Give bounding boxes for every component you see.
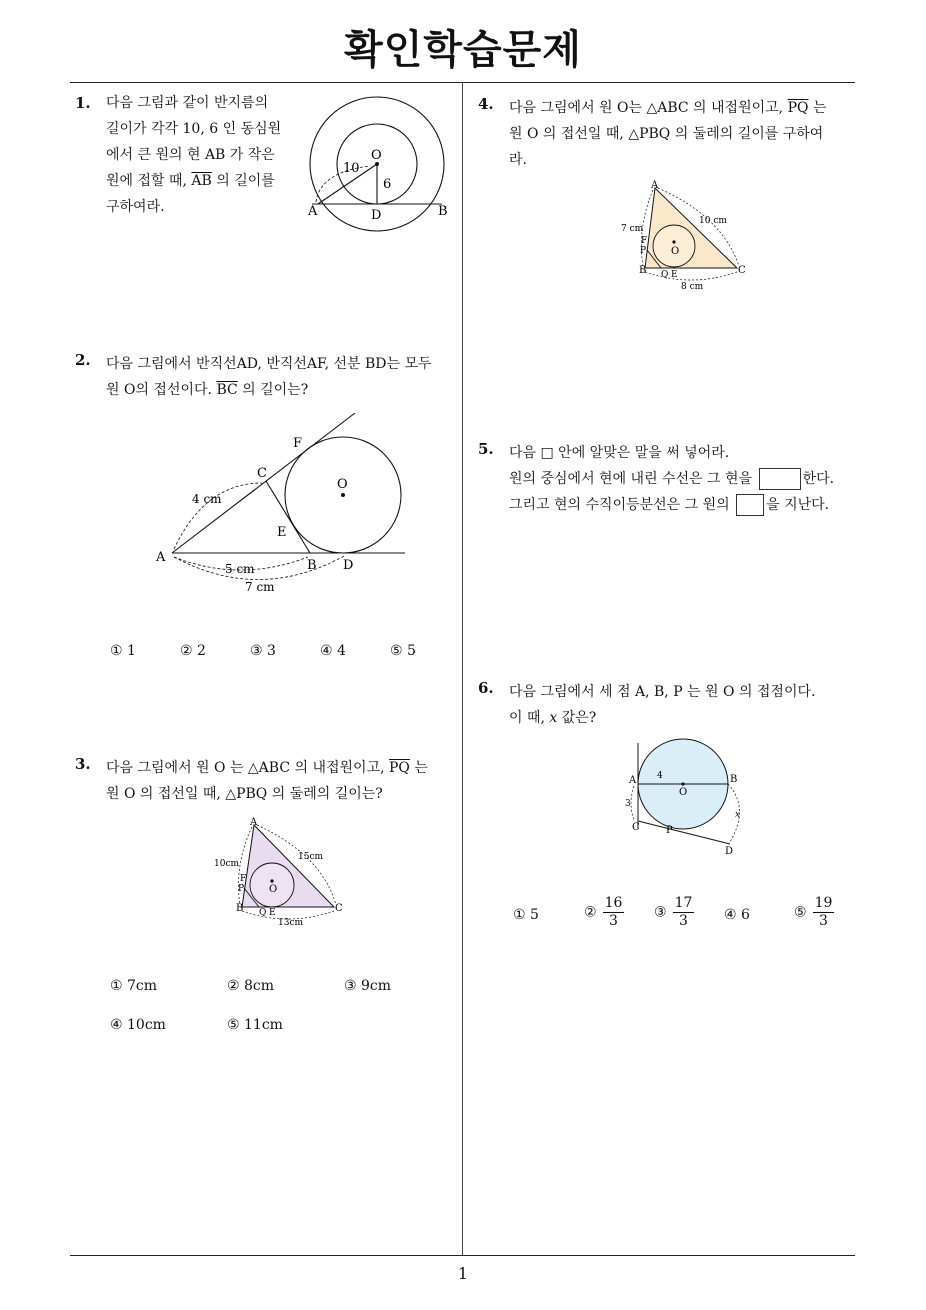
option-4[interactable]: ④ 4 xyxy=(320,643,346,659)
option-3[interactable]: ③ 9cm xyxy=(344,978,392,994)
segment-bc: $\overline{BC}$ xyxy=(216,382,238,398)
label-f: F xyxy=(293,436,303,451)
text-line: 이 때, x 값은? xyxy=(509,710,597,726)
text-line: 원 O 의 접선일 때, △PBQ 의 둘레의 길이는? xyxy=(106,786,383,802)
option-2[interactable]: ② 8cm xyxy=(227,978,275,994)
label-d: D xyxy=(371,208,382,223)
text-line: 그리고 현의 수직이등분선은 그 원의 을 지난다. xyxy=(509,492,834,518)
page-number: 1 xyxy=(457,1264,469,1283)
label-10: 10 xyxy=(343,161,360,176)
question-number: 2. xyxy=(75,351,91,369)
question-number: 5. xyxy=(478,440,494,458)
figure-incircle-triangle xyxy=(212,815,352,930)
label-a: A xyxy=(651,180,659,191)
text-line: 원 O의 접선이다. $\overline{BC}$ 의 길이는? xyxy=(106,382,309,398)
label-6: 6 xyxy=(383,177,392,192)
label-b: B xyxy=(730,774,738,785)
label-e: E xyxy=(269,908,276,918)
label-o: O xyxy=(371,148,382,163)
option-3[interactable]: ③ 3 xyxy=(250,643,276,659)
question-text xyxy=(106,90,281,220)
text-line: 다음 그림에서 반직선AD, 반직선AF, 선분 BD는 모두 xyxy=(106,356,432,372)
label-p: P xyxy=(640,246,647,256)
text-line: 다음 □ 안에 알맞은 말을 써 넣어라. xyxy=(509,445,730,461)
answer-blank-2[interactable] xyxy=(736,494,764,516)
label-b: B xyxy=(639,265,647,276)
label-d: D xyxy=(725,846,734,857)
text-line: 원에 접할 때, $\overline{AB}$ 의 길이를 xyxy=(106,173,275,189)
label-13cm: 13cm xyxy=(278,918,304,928)
question-3-text xyxy=(106,755,428,807)
option-1[interactable]: ① 7cm xyxy=(110,978,158,994)
question-5-text xyxy=(509,440,834,518)
figure-tangent-circle xyxy=(620,738,755,858)
label-8cm: 8 cm xyxy=(681,282,704,292)
text-line: 다음 그림에서 원 O 는 △ABC 의 내접원이고, $\overline{PQ}$ 는 xyxy=(106,760,428,776)
figure-concentric-circles xyxy=(300,92,470,237)
option-1[interactable]: ① 5 xyxy=(513,907,539,923)
label-a: A xyxy=(156,550,166,565)
column-divider xyxy=(462,83,463,1255)
option-4[interactable]: ④ 10cm xyxy=(110,1017,166,1033)
question-2-text xyxy=(106,351,432,403)
text-line: 다음 그림에서 원 O는 △ABC 의 내접원이고, $\overline{PQ}$ 는 xyxy=(509,100,827,116)
figure-tangent-lines xyxy=(150,405,420,600)
label-4: 4 xyxy=(657,771,663,781)
label-c: C xyxy=(738,265,746,276)
label-10cm: 10 cm xyxy=(699,216,727,226)
segment-ab: $\overline{AB}$ xyxy=(191,173,212,189)
label-o: O xyxy=(679,787,688,798)
label-10cm: 10cm xyxy=(214,859,240,869)
label-15cm: 15cm xyxy=(298,852,324,862)
figure-incircle-triangle xyxy=(617,178,752,293)
label-b: B xyxy=(307,558,317,573)
question-4-text xyxy=(509,95,826,173)
question-number: 1. xyxy=(75,94,91,112)
label-d: D xyxy=(343,558,354,573)
text-line: 다음 그림과 같이 반지름의 xyxy=(106,95,269,111)
segment-pq: $\overline{PQ}$ xyxy=(389,760,410,776)
footer-rule xyxy=(70,1255,855,1256)
fraction: $\frac{16}{3}$ xyxy=(604,895,623,929)
text-line: 에서 큰 원의 현 AB 가 작은 xyxy=(106,147,275,163)
text-line: 원의 중심에서 현에 내린 수선은 그 현을 한다. xyxy=(509,466,834,492)
option-2[interactable]: ② 2 xyxy=(180,643,206,659)
page-title: 확인학습문제 xyxy=(344,27,582,73)
label-a: A xyxy=(250,817,258,828)
label-a: A xyxy=(629,775,637,786)
label-q: Q xyxy=(661,270,669,280)
text-line: 라. xyxy=(509,152,527,168)
label-a: A xyxy=(308,204,318,219)
fraction: $\frac{17}{3}$ xyxy=(674,895,693,929)
option-5[interactable]: ⑤ $\frac{19}{3}$ xyxy=(794,895,833,929)
label-p: P xyxy=(238,884,245,894)
label-e: E xyxy=(671,270,678,280)
segment-pq: $\overline{PQ}$ xyxy=(787,100,809,116)
label-c: C xyxy=(257,466,267,481)
label-b: B xyxy=(438,204,448,219)
option-2[interactable]: ② $\frac{16}{3}$ xyxy=(584,895,623,929)
text-line: 구하여라. xyxy=(106,199,165,215)
question-number: 4. xyxy=(478,95,494,113)
question-number: 6. xyxy=(478,679,494,697)
label-7cm: 7 cm xyxy=(245,580,275,594)
label-f: F xyxy=(240,874,247,884)
label-p: P xyxy=(666,825,673,836)
label-c: C xyxy=(632,822,640,833)
label-o: O xyxy=(337,477,348,492)
label-o: O xyxy=(269,884,278,895)
option-5[interactable]: ⑤ 5 xyxy=(390,643,416,659)
label-e: E xyxy=(277,525,287,540)
question-number: 3. xyxy=(75,755,91,773)
question-6-text xyxy=(509,679,815,731)
text-line: 다음 그림에서 세 점 A, B, P 는 원 O 의 접점이다. xyxy=(509,684,816,700)
label-x: x xyxy=(735,810,741,820)
label-5cm: 5 cm xyxy=(225,562,255,576)
fraction: $\frac{19}{3}$ xyxy=(814,895,833,929)
option-1[interactable]: ① 1 xyxy=(110,643,136,659)
label-o: O xyxy=(671,246,680,257)
text-line: 길이가 각각 10, 6 인 동심원 xyxy=(106,121,282,137)
text-line: 원 O 의 접선일 때, △PBQ 의 둘레의 길이를 구하여 xyxy=(509,126,824,142)
option-3[interactable]: ③ $\frac{17}{3}$ xyxy=(654,895,693,929)
option-5[interactable]: ⑤ 11cm xyxy=(227,1017,283,1033)
label-c: C xyxy=(335,903,343,914)
label-4cm: 4 cm xyxy=(192,492,222,506)
label-q: Q xyxy=(259,908,267,918)
label-3: 3 xyxy=(625,799,631,809)
option-4[interactable]: ④ 6 xyxy=(724,907,750,923)
label-f: F xyxy=(641,236,648,246)
label-7cm: 7 cm xyxy=(621,224,644,234)
label-b: B xyxy=(236,903,244,914)
answer-blank-1[interactable] xyxy=(759,468,801,490)
